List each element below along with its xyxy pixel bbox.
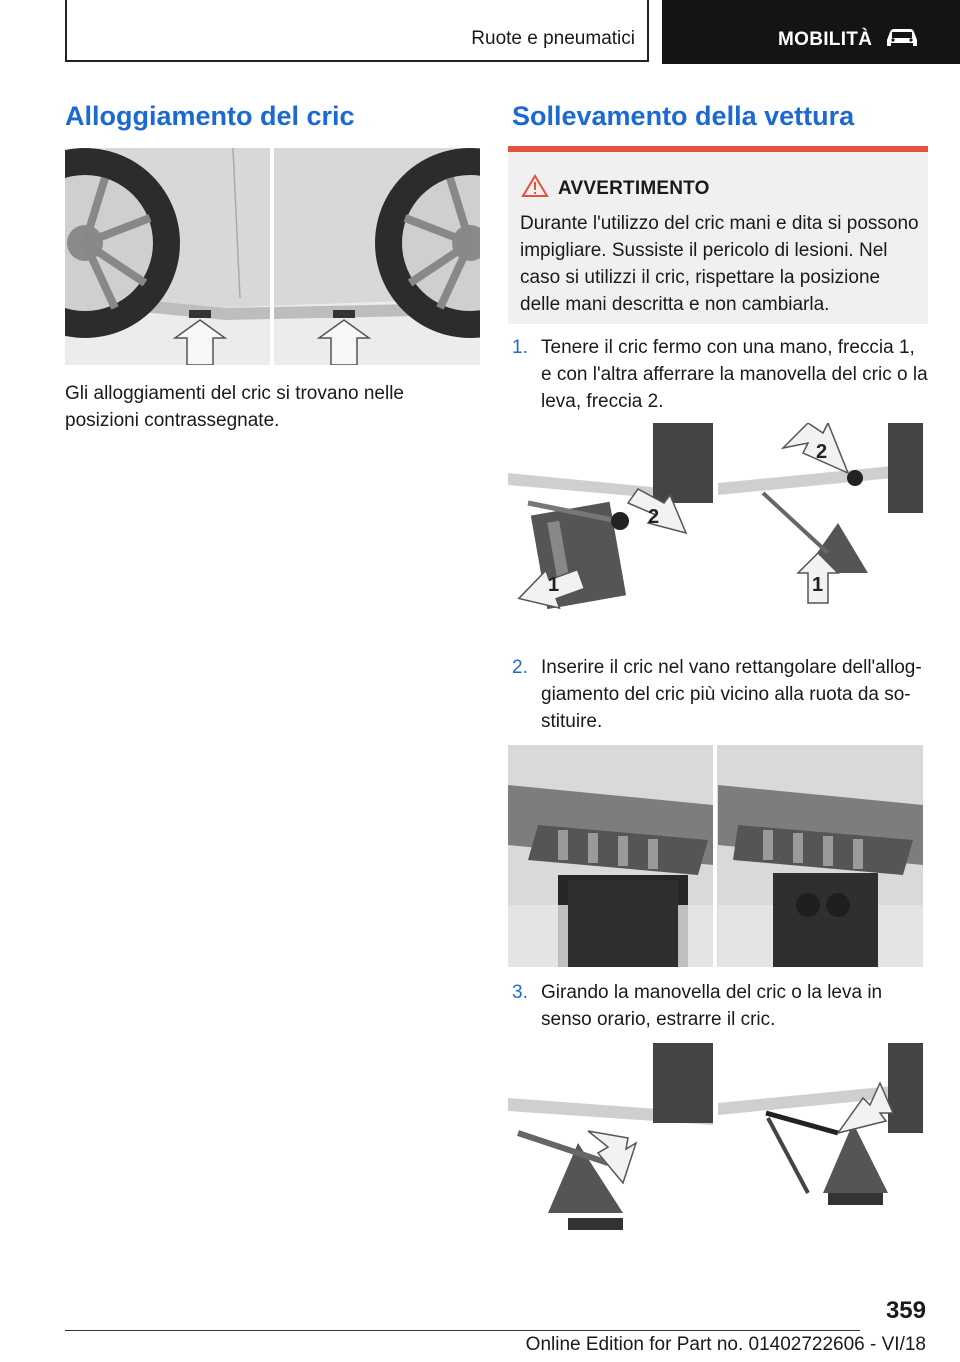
step-number: 2. (512, 657, 528, 678)
jack-seat-illustration (508, 745, 923, 967)
jack-handling-illustration (508, 423, 923, 613)
section-title: Ruote e pneumatici (471, 28, 635, 49)
arrow-label-2: 2 (648, 506, 660, 528)
step-1 (512, 334, 928, 415)
arrow-label-2b: 2 (816, 441, 828, 463)
jack-points-illustration (65, 148, 480, 365)
warning-title: AVVERTIMENTO (558, 178, 710, 199)
step-3 (512, 979, 928, 1033)
figure-holding-jack (508, 423, 923, 613)
chapter-tab-label: MOBILITÀ (778, 29, 873, 50)
arrow-label-1: 1 (548, 574, 560, 596)
warning-text: Durante l'utilizzo del cric mani e dita si possono impigliare. Sussiste il pericolo di lesioni. Nel caso si utilizzi il cric, rispettare la posizione delle mani descritta e non cambiarla. (520, 213, 919, 315)
step-2 (512, 654, 928, 735)
section-heading-lifting: Sollevamento della vettura (512, 101, 855, 131)
step-text: Girando la manovella del cric o la leva in senso orario, estrarre il cric. (541, 982, 883, 1030)
jack-points-caption: Gli alloggiamenti del cric si trovano nelle posizioni contrassegnate. (65, 383, 404, 431)
step-number: 3. (512, 982, 528, 1003)
jack-points-figure (65, 148, 480, 365)
chapter-tab[interactable] (662, 0, 960, 64)
arrow-label-1b: 1 (812, 574, 824, 596)
section-heading-jack-points: Alloggiamento del cric (65, 101, 355, 131)
car-icon (884, 24, 920, 50)
footer-divider (65, 1330, 860, 1331)
warning-icon (521, 174, 549, 198)
page-number: 359 (885, 1297, 926, 1324)
figure-raising-jack (508, 1043, 923, 1233)
step-text: Inserire il cric nel vano rettangolare dell'allog‐giamento del cric più vicino alla ruota da so‐stituire. (541, 657, 922, 732)
step-text: Tenere il cric fermo con una mano, freccia 1, e con l'altra afferrare la manovella del cric o la leva, freccia 2. (541, 337, 928, 412)
step-number: 1. (512, 337, 528, 358)
warning-box (508, 146, 928, 324)
jack-crank-illustration (508, 1043, 923, 1233)
header-section-box (65, 0, 649, 62)
figure-jack-inserted (508, 745, 923, 967)
footer-edition: Online Edition for Part no. 01402722606 - VI/18 (525, 1334, 926, 1355)
